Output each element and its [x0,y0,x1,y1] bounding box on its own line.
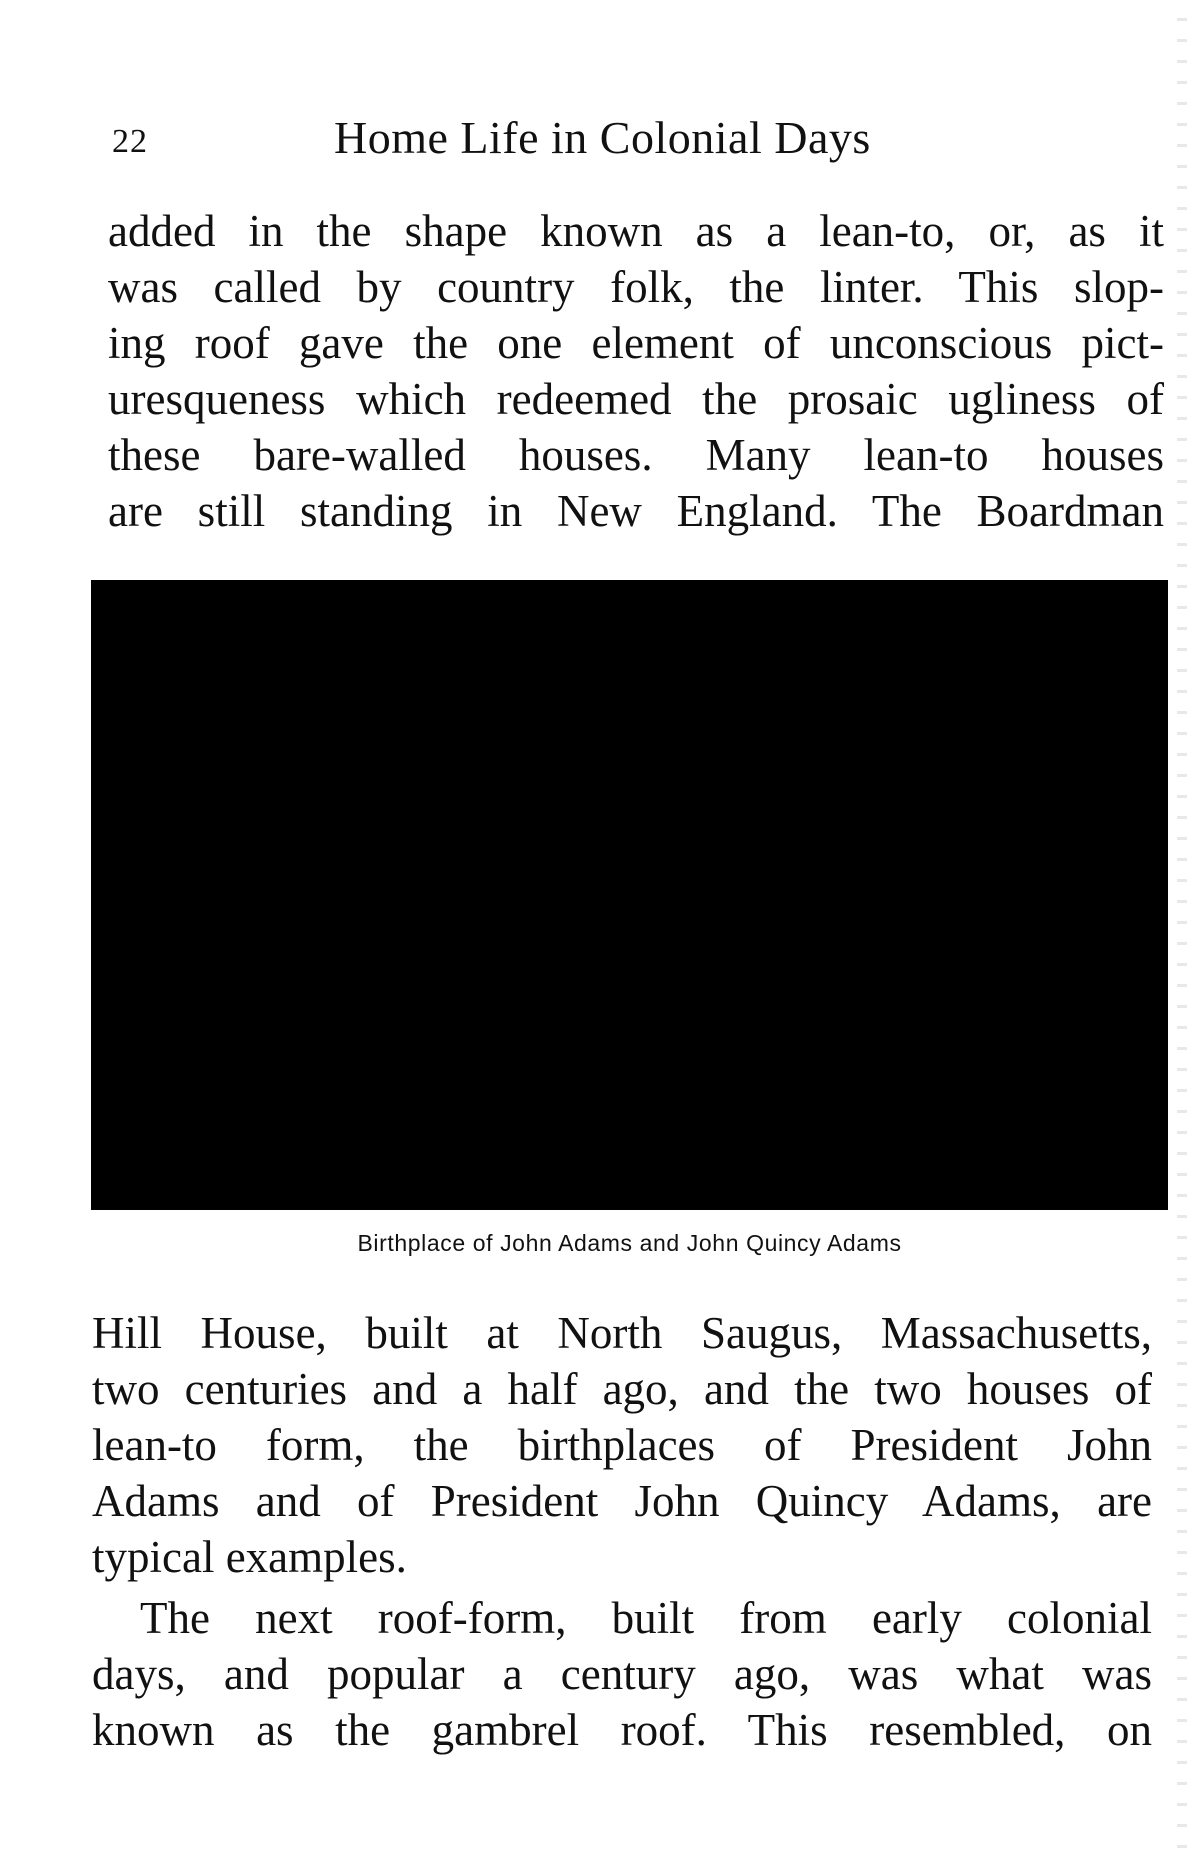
text-line: Adams and of President John Quincy Adams, are [92,1476,1152,1526]
figure-image [91,580,1168,1210]
running-title: Home Life in Colonial Days [334,112,871,163]
text-line: known as the gambrel roof. This resembled, on [92,1705,1152,1755]
text-line: typical examples. [92,1532,407,1582]
text-line: lean-to form, the birthplaces of President John [92,1420,1152,1470]
figure-caption: Birthplace of John Adams and John Quincy Adams [357,1230,902,1256]
paragraph-lean-to [108,203,1164,539]
text-line: these bare-walled houses. Many lean-to houses [108,430,1164,480]
paragraph-boardman-hill [92,1305,1152,1585]
text-line: two centuries and a half ago, and the two houses of [92,1364,1152,1414]
text-line: ing roof gave the one element of unconscious pict- [108,318,1164,368]
text-line: days, and popular a century ago, was what was [92,1649,1152,1699]
text-line: uresqueness which redeemed the prosaic ugliness of [108,374,1164,424]
text-line: was called by country folk, the linter. This slop- [108,262,1164,312]
text-line: added in the shape known as a lean-to, or, as it [108,206,1164,256]
page-number: 22 [112,123,148,160]
text-line: are still standing in New England. The Boardman [108,486,1164,536]
text-line: The next roof-form, built from early colonial [140,1593,1152,1643]
running-head [112,108,992,168]
page-edge [1177,0,1187,1853]
paragraph-gambrel-roof [92,1590,1152,1758]
text-line: Hill House, built at North Saugus, Massachusetts, [92,1308,1152,1358]
